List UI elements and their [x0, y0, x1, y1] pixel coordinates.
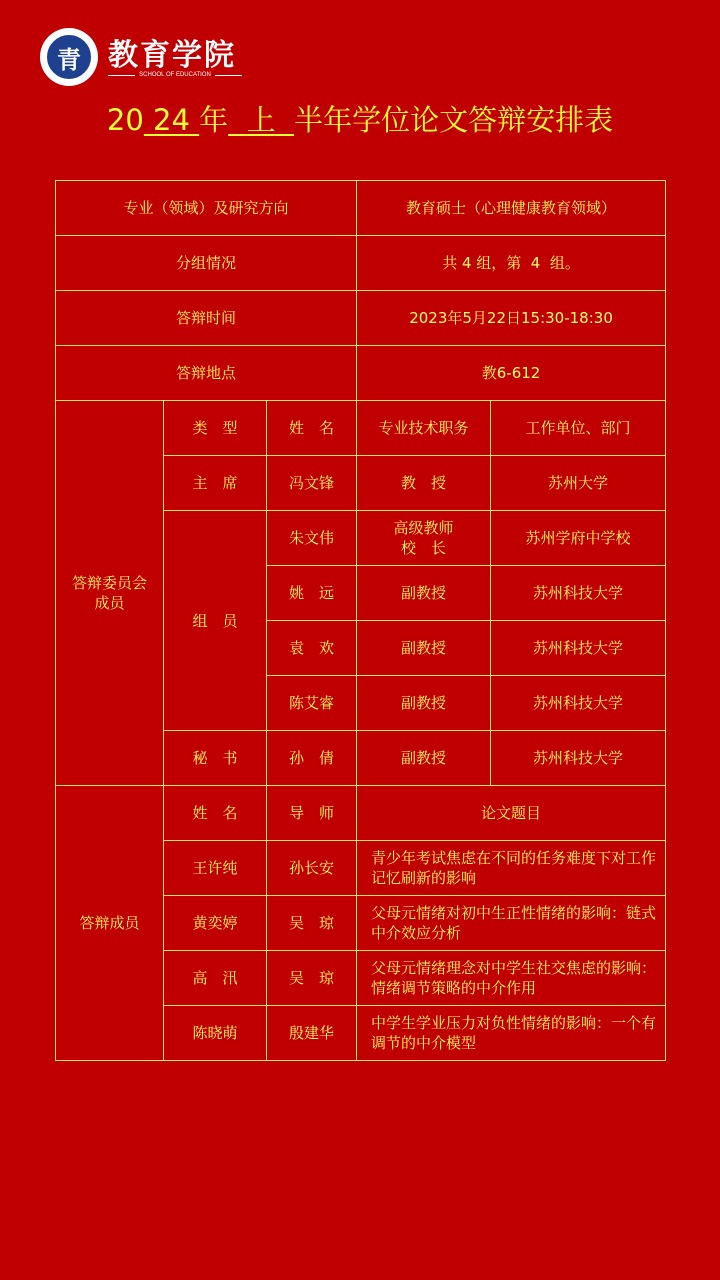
member-name: 冯文锋 [267, 456, 357, 511]
student-name: 黄奕婷 [164, 896, 267, 951]
member-unit: 苏州科技大学 [491, 676, 666, 731]
info-label: 分组情况 [56, 236, 357, 291]
info-row-time [56, 291, 666, 346]
member-title: 副教授 [357, 566, 491, 621]
info-value: 共 4 组，第 4 组。 [357, 236, 666, 291]
member-title: 教 授 [357, 456, 491, 511]
member-name: 朱文伟 [267, 511, 357, 566]
member-name: 陈艾睿 [267, 676, 357, 731]
header-title: 专业技术职务 [357, 401, 491, 456]
divider [108, 75, 135, 76]
thesis-topic: 青少年考试焦虑在不同的任务难度下对工作记忆刷新的影响 [357, 841, 666, 896]
committee-section-label: 答辩委员会成员 [56, 401, 164, 786]
school-logo [40, 28, 260, 88]
info-row-location [56, 346, 666, 401]
member-unit: 苏州科技大学 [491, 731, 666, 786]
school-name-en: SCHOOL OF EDUCATION [139, 72, 211, 78]
info-value: 教育硕士（心理健康教育领域） [357, 181, 666, 236]
member-title: 副教授 [357, 676, 491, 731]
header-type: 类 型 [164, 401, 267, 456]
info-row-group [56, 236, 666, 291]
member-unit: 苏州学府中学校 [491, 511, 666, 566]
student-name: 王许纯 [164, 841, 267, 896]
member-name: 孙 倩 [267, 731, 357, 786]
member-title: 高级教师 校 长 [357, 511, 491, 566]
header-student-name: 姓 名 [164, 786, 267, 841]
defense-schedule-table [55, 180, 666, 1061]
member-type: 秘 书 [164, 731, 267, 786]
thesis-topic: 父母元情绪对初中生正性情绪的影响：链式中介效应分析 [357, 896, 666, 951]
advisor-name: 吴 琼 [267, 896, 357, 951]
school-seal [40, 28, 98, 86]
advisor-name: 孙长安 [267, 841, 357, 896]
divider [215, 75, 242, 76]
student-name: 高 汛 [164, 951, 267, 1006]
title-half: 上 [246, 103, 276, 137]
advisor-name: 吴 琼 [267, 951, 357, 1006]
member-title: 副教授 [357, 621, 491, 676]
member-unit: 苏州科技大学 [491, 621, 666, 676]
member-name: 袁 欢 [267, 621, 357, 676]
school-name-en-row [108, 72, 242, 78]
member-name: 姚 远 [267, 566, 357, 621]
school-name-cn: 教育学院 [108, 38, 236, 73]
title-year-suffix: 24 [153, 103, 190, 137]
title-rest: 半年学位论文答辩安排表 [294, 103, 614, 137]
header-topic: 论文题目 [357, 786, 666, 841]
page-title [0, 98, 720, 142]
member-unit: 苏州科技大学 [491, 566, 666, 621]
info-row-major [56, 181, 666, 236]
advisor-name: 殷建华 [267, 1006, 357, 1061]
students-header-row [56, 786, 666, 841]
thesis-topic: 中学生学业压力对负性情绪的影响：一个有调节的中介模型 [357, 1006, 666, 1061]
info-label: 答辩时间 [56, 291, 357, 346]
header-advisor: 导 师 [267, 786, 357, 841]
header-name: 姓 名 [267, 401, 357, 456]
seal-emblem: 青 [45, 33, 93, 81]
info-label: 专业（领域）及研究方向 [56, 181, 357, 236]
info-value: 2023年5月22日15:30-18:30 [357, 291, 666, 346]
students-section-label: 答辩成员 [56, 786, 164, 1061]
student-name: 陈晓萌 [164, 1006, 267, 1061]
info-label: 答辩地点 [56, 346, 357, 401]
info-value: 教6-612 [357, 346, 666, 401]
member-unit: 苏州大学 [491, 456, 666, 511]
member-type: 组 员 [164, 511, 267, 731]
title-year-word: 年 [199, 103, 229, 137]
title-year-prefix: 20 [106, 103, 144, 137]
header-unit: 工作单位、部门 [491, 401, 666, 456]
thesis-topic: 父母元情绪理念对中学生社交焦虑的影响：情绪调节策略的中介作用 [357, 951, 666, 1006]
committee-header-row [56, 401, 666, 456]
member-type: 主 席 [164, 456, 267, 511]
member-title: 副教授 [357, 731, 491, 786]
